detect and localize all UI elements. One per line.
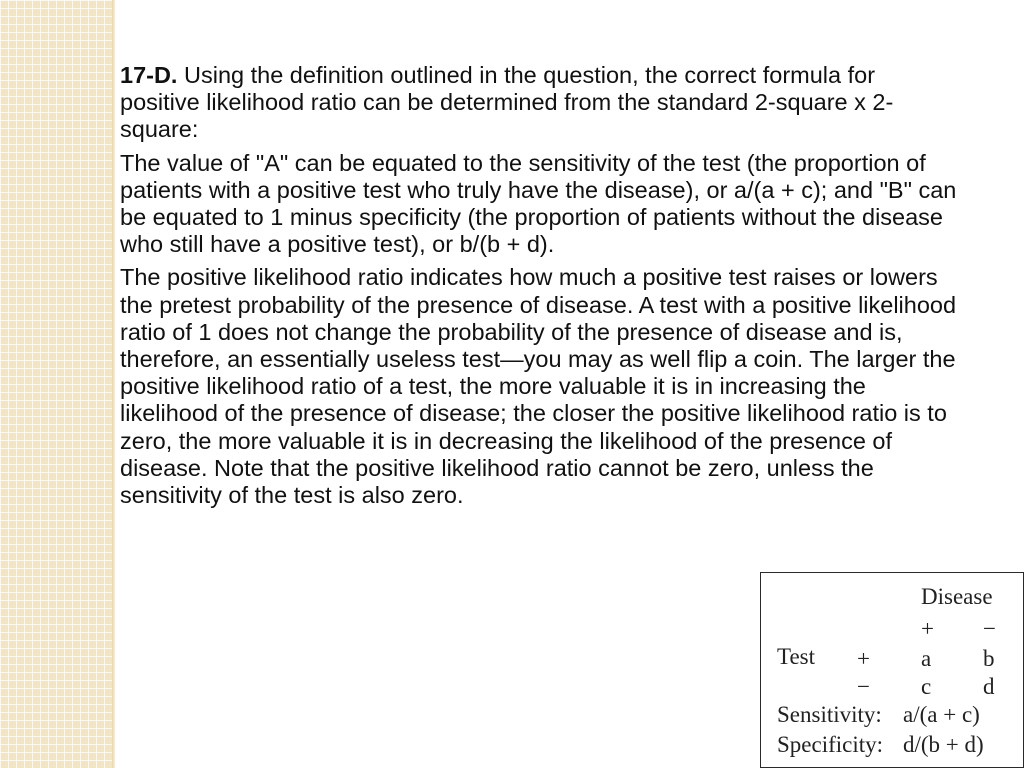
- test-label: Test: [777, 644, 815, 669]
- sensitivity-formula: a/(a + c): [903, 702, 980, 727]
- answer-label: 17-D.: [120, 62, 178, 88]
- test-negative-sign: −: [857, 674, 870, 699]
- cell-a: a: [921, 646, 932, 671]
- disease-header: Disease: [921, 584, 993, 609]
- cell-c: c: [921, 674, 932, 699]
- cell-b: b: [983, 646, 995, 671]
- side-pattern-edge: [112, 0, 115, 768]
- disease-positive-sign: +: [921, 616, 934, 641]
- answer-text: [120, 62, 960, 515]
- answer-intro: Using the definition outlined in the question, the correct formula for positive likelihood ratio can be determined from the standard 2-square x 2-square:: [120, 62, 894, 143]
- answer-paragraph-2: The value of "A" can be equated to the sensitivity of the test (the proportion of patients with a positive test who truly have the disease), or a/(a + c); and "B" can be equated to 1 minus specificity (the proportion of patients without the disease who still have a positive test), or b/(b + d).: [120, 149, 957, 258]
- specificity-label: Specificity:: [777, 732, 884, 757]
- answer-paragraph-1: [120, 62, 960, 144]
- disease-negative-sign: −: [983, 616, 996, 641]
- sensitivity-label: Sensitivity:: [777, 702, 882, 727]
- answer-paragraph-3: The positive likelihood ratio indicates how much a positive test raises or lowers the pretest probability of the presence of disease. A test with a positive likelihood ratio of 1 does not change the probability of the presence of disease and is, therefore, an essentially useless test—you may as well flip a coin. The larger the positive likelihood ratio of a test, the more valuable it is in increasing the likelihood of the presence of disease; the closer the positive likelihood ratio is to zero, the more valuable it is in decreasing the likelihood of the presence of disease. Note that the positive likelihood ratio cannot be zero, unless the sensitivity of the test is also zero.: [120, 264, 957, 509]
- decorative-side-pattern: [0, 0, 112, 768]
- test-positive-sign: +: [857, 646, 870, 671]
- specificity-formula: d/(b + d): [903, 732, 984, 757]
- two-by-two-table-image: [760, 572, 1024, 768]
- cell-d: d: [983, 674, 995, 699]
